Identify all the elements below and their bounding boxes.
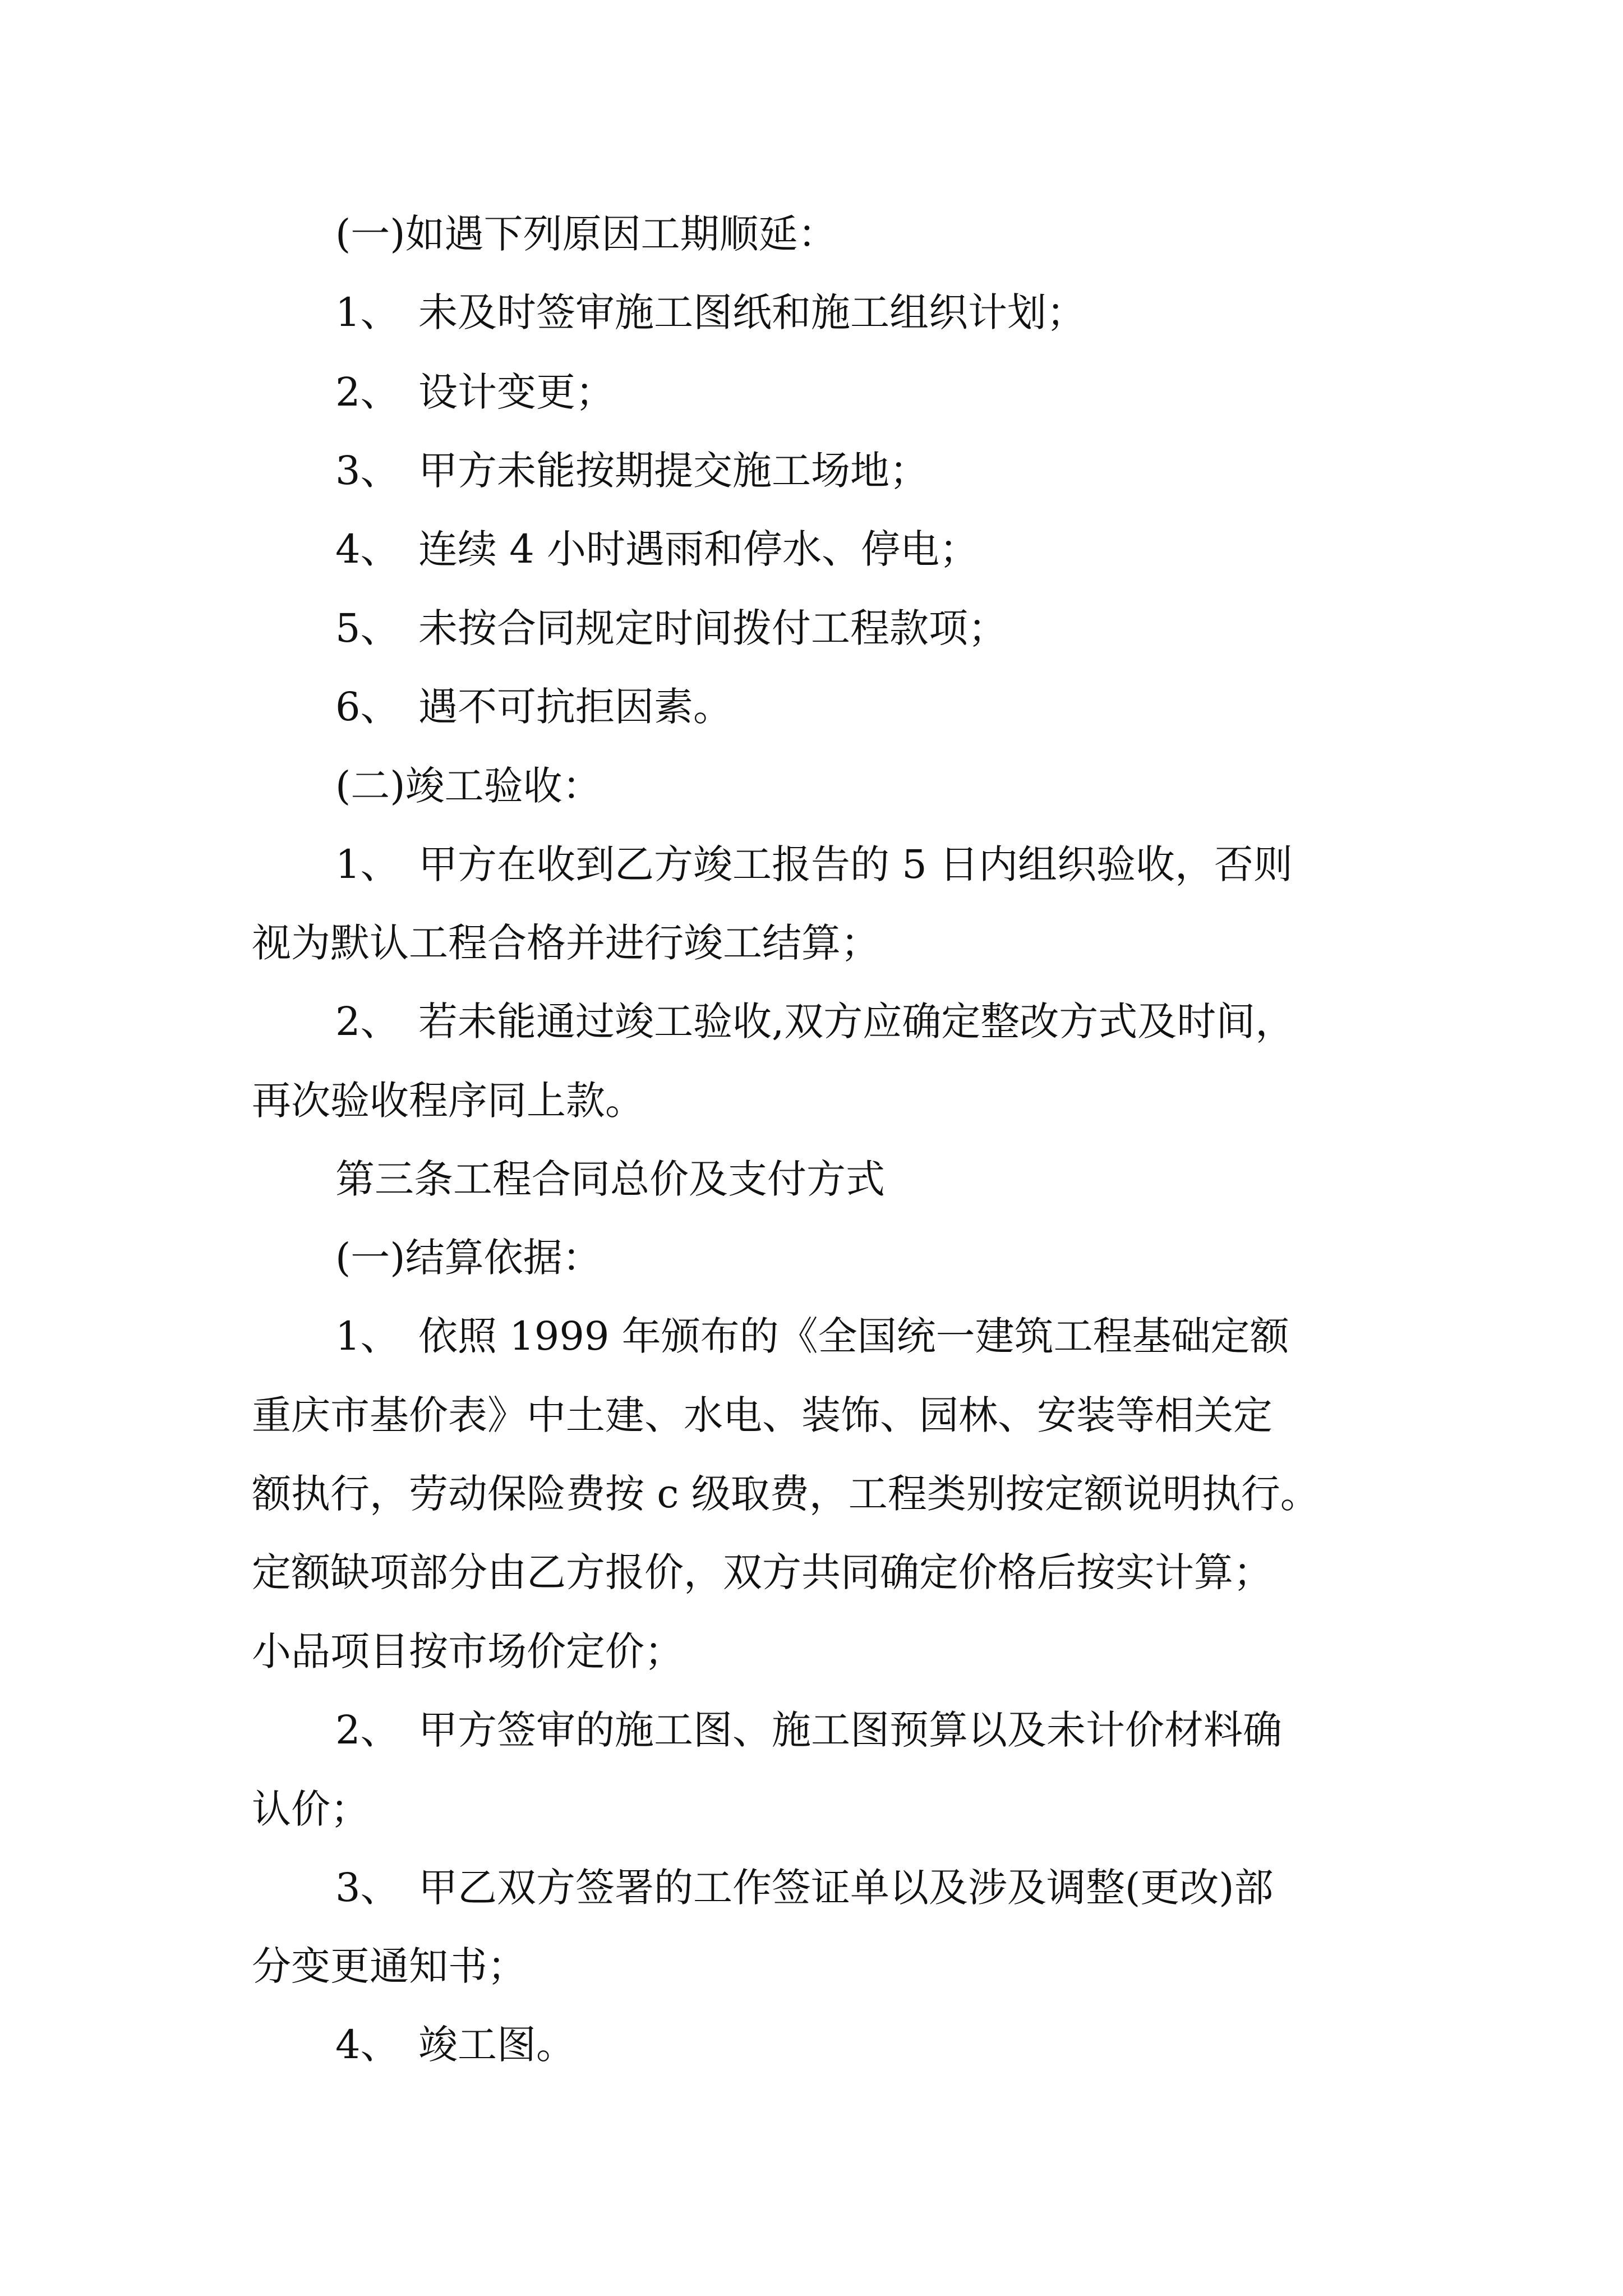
list-text: 依照 1999 年颁布的《全国统一建筑工程基础定额 [418,1313,1289,1359]
article-heading: 第三条工程合同总价及支付方式 [335,1156,885,1202]
list-number: 4、 [335,2022,400,2068]
list-item [335,448,929,494]
list-item [335,999,1295,1045]
list-item [335,605,1007,651]
list-text: 未及时签审施工图纸和施工组织计划； [418,289,1086,335]
list-number: 3、 [335,1865,400,1911]
list-text: 甲乙双方签署的工作签证单以及涉及调整(更改)部 [418,1865,1274,1911]
list-continuation: 认价； [252,1786,370,1832]
list-number: 5、 [335,605,400,651]
list-item [335,526,979,572]
list-text: 未按合同规定时间拨付工程款项； [418,605,1007,651]
list-continuation: 视为默认工程合格并进行竣工结算； [252,920,880,966]
list-item [335,1707,1282,1753]
list-text: 若未能通过竣工验收,双方应确定整改方式及时间， [418,999,1295,1045]
list-continuation: 分变更通知书； [252,1943,527,1989]
list-number: 2、 [335,1707,400,1753]
clause-heading-acceptance: (二)竣工验收： [335,763,602,809]
list-text: 设计变更； [418,369,615,415]
list-text: 遇不可抗拒因素。 [418,684,732,730]
clause-heading-delay: (一)如遇下列原因工期顺延： [335,211,837,257]
list-number: 6、 [335,684,400,730]
list-number: 2、 [335,369,400,415]
list-continuation: 再次验收程序同上款。 [252,1078,644,1124]
list-continuation: 小品项目按市场价定价； [252,1628,684,1674]
list-item [335,289,1086,335]
list-number: 2、 [335,999,400,1045]
list-item [335,2022,575,2068]
list-number: 1、 [335,841,400,887]
list-item [335,684,732,730]
list-text: 甲方在收到乙方竣工报告的 5 日内组织验收，否则 [418,841,1293,887]
list-text: 甲方签审的施工图、施工图预算以及未计价材料确 [418,1707,1282,1753]
list-continuation: 额执行，劳动保险费按 c 级取费，工程类别按定额说明执行。 [252,1471,1320,1517]
list-item [335,369,615,415]
list-text: 甲方未能按期提交施工场地； [418,448,929,494]
list-text: 竣工图。 [418,2022,575,2068]
list-item [335,841,1293,887]
list-item [335,1313,1289,1359]
list-text: 连续 4 小时遇雨和停水、停电； [418,526,979,572]
list-number: 1、 [335,1313,400,1359]
clause-heading-settlement: (一)结算依据： [335,1235,602,1281]
list-continuation: 重庆市基价表》中土建、水电、装饰、园林、安装等相关定 [252,1392,1272,1438]
list-number: 3、 [335,448,400,494]
list-item [335,1865,1274,1911]
list-number: 4、 [335,526,400,572]
list-number: 1、 [335,289,400,335]
list-continuation: 定额缺项部分由乙方报价，双方共同确定价格后按实计算； [252,1549,1272,1595]
